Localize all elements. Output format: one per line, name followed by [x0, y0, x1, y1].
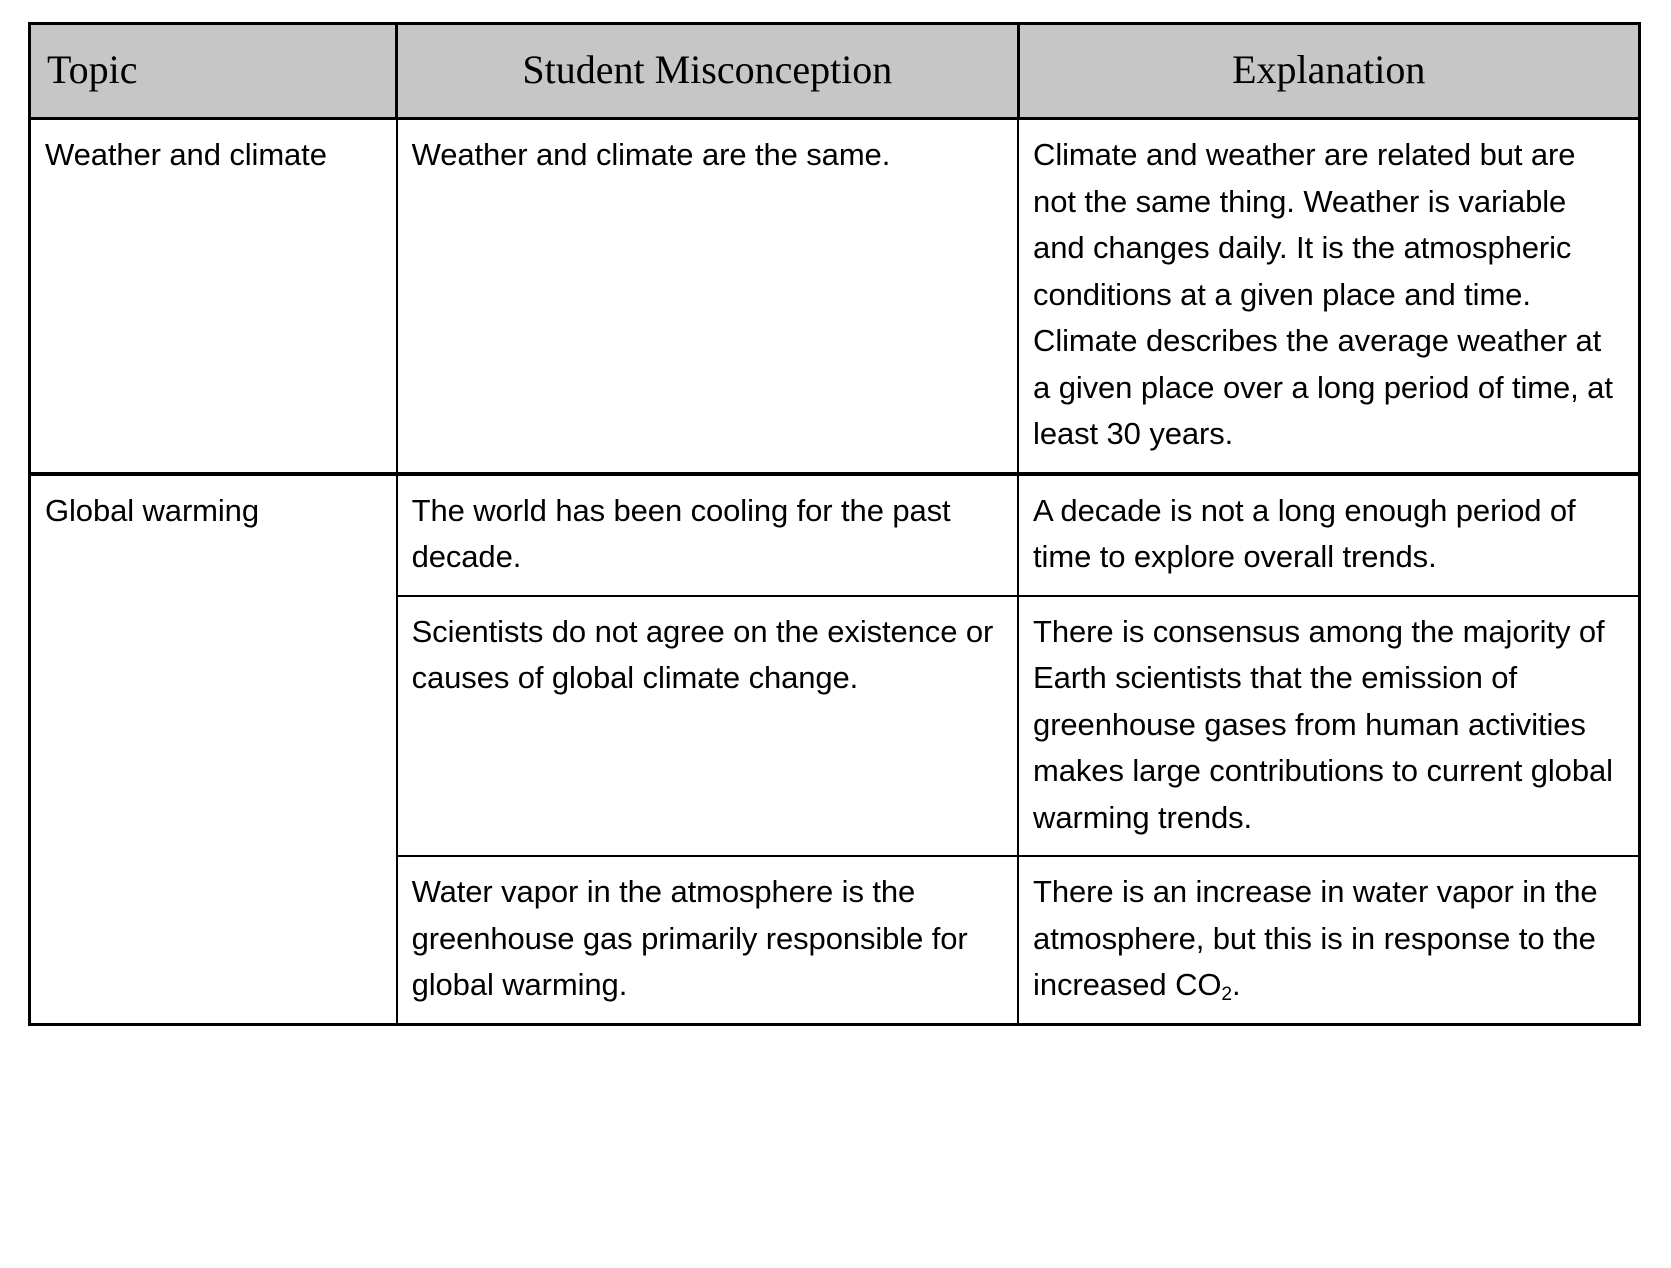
misconception-cell: Scientists do not agree on the existence or causes of global climate change.: [397, 596, 1018, 857]
misconception-cell: Weather and climate are the same.: [397, 119, 1018, 474]
column-header-student-misconception: Student Misconception: [397, 24, 1018, 119]
table-row: [30, 474, 1640, 596]
column-header-explanation: Explanation: [1018, 24, 1639, 119]
student-misconceptions-table: [28, 22, 1641, 1026]
explanation-cell: [1018, 856, 1639, 1024]
explanation-cell: Climate and weather are related but are not the same thing. Weather is variable and changes daily. It is the atmospheric conditions at a given place and time. Climate describes the average weather at a given place over a long period of time, at least 30 years.: [1018, 119, 1639, 474]
explanation-cell: There is consensus among the majority of Earth scientists that the emission of greenhouse gases from human activities makes large contributions to current global warming trends.: [1018, 596, 1639, 857]
table-header: [30, 24, 1640, 119]
explanation-text-prefix: There is an increase in water vapor in the atmosphere, but this is in response to the increased CO: [1033, 874, 1598, 1002]
misconception-cell: The world has been cooling for the past decade.: [397, 474, 1018, 596]
explanation-text-suffix: .: [1231, 967, 1241, 1002]
table-header-row: [30, 24, 1640, 119]
table-body: [30, 119, 1640, 1025]
table-row: [30, 119, 1640, 474]
topic-cell-weather-and-climate: Weather and climate: [30, 119, 397, 474]
explanation-text: [1033, 869, 1624, 1009]
explanation-cell: A decade is not a long enough period of time to explore overall trends.: [1018, 474, 1639, 596]
column-header-topic: Topic: [30, 24, 397, 119]
topic-cell-global-warming: Global warming: [30, 474, 397, 1025]
misconception-cell: Water vapor in the atmosphere is the greenhouse gas primarily responsible for global warming.: [397, 856, 1018, 1024]
co2-subscript: 2: [1221, 983, 1232, 1005]
